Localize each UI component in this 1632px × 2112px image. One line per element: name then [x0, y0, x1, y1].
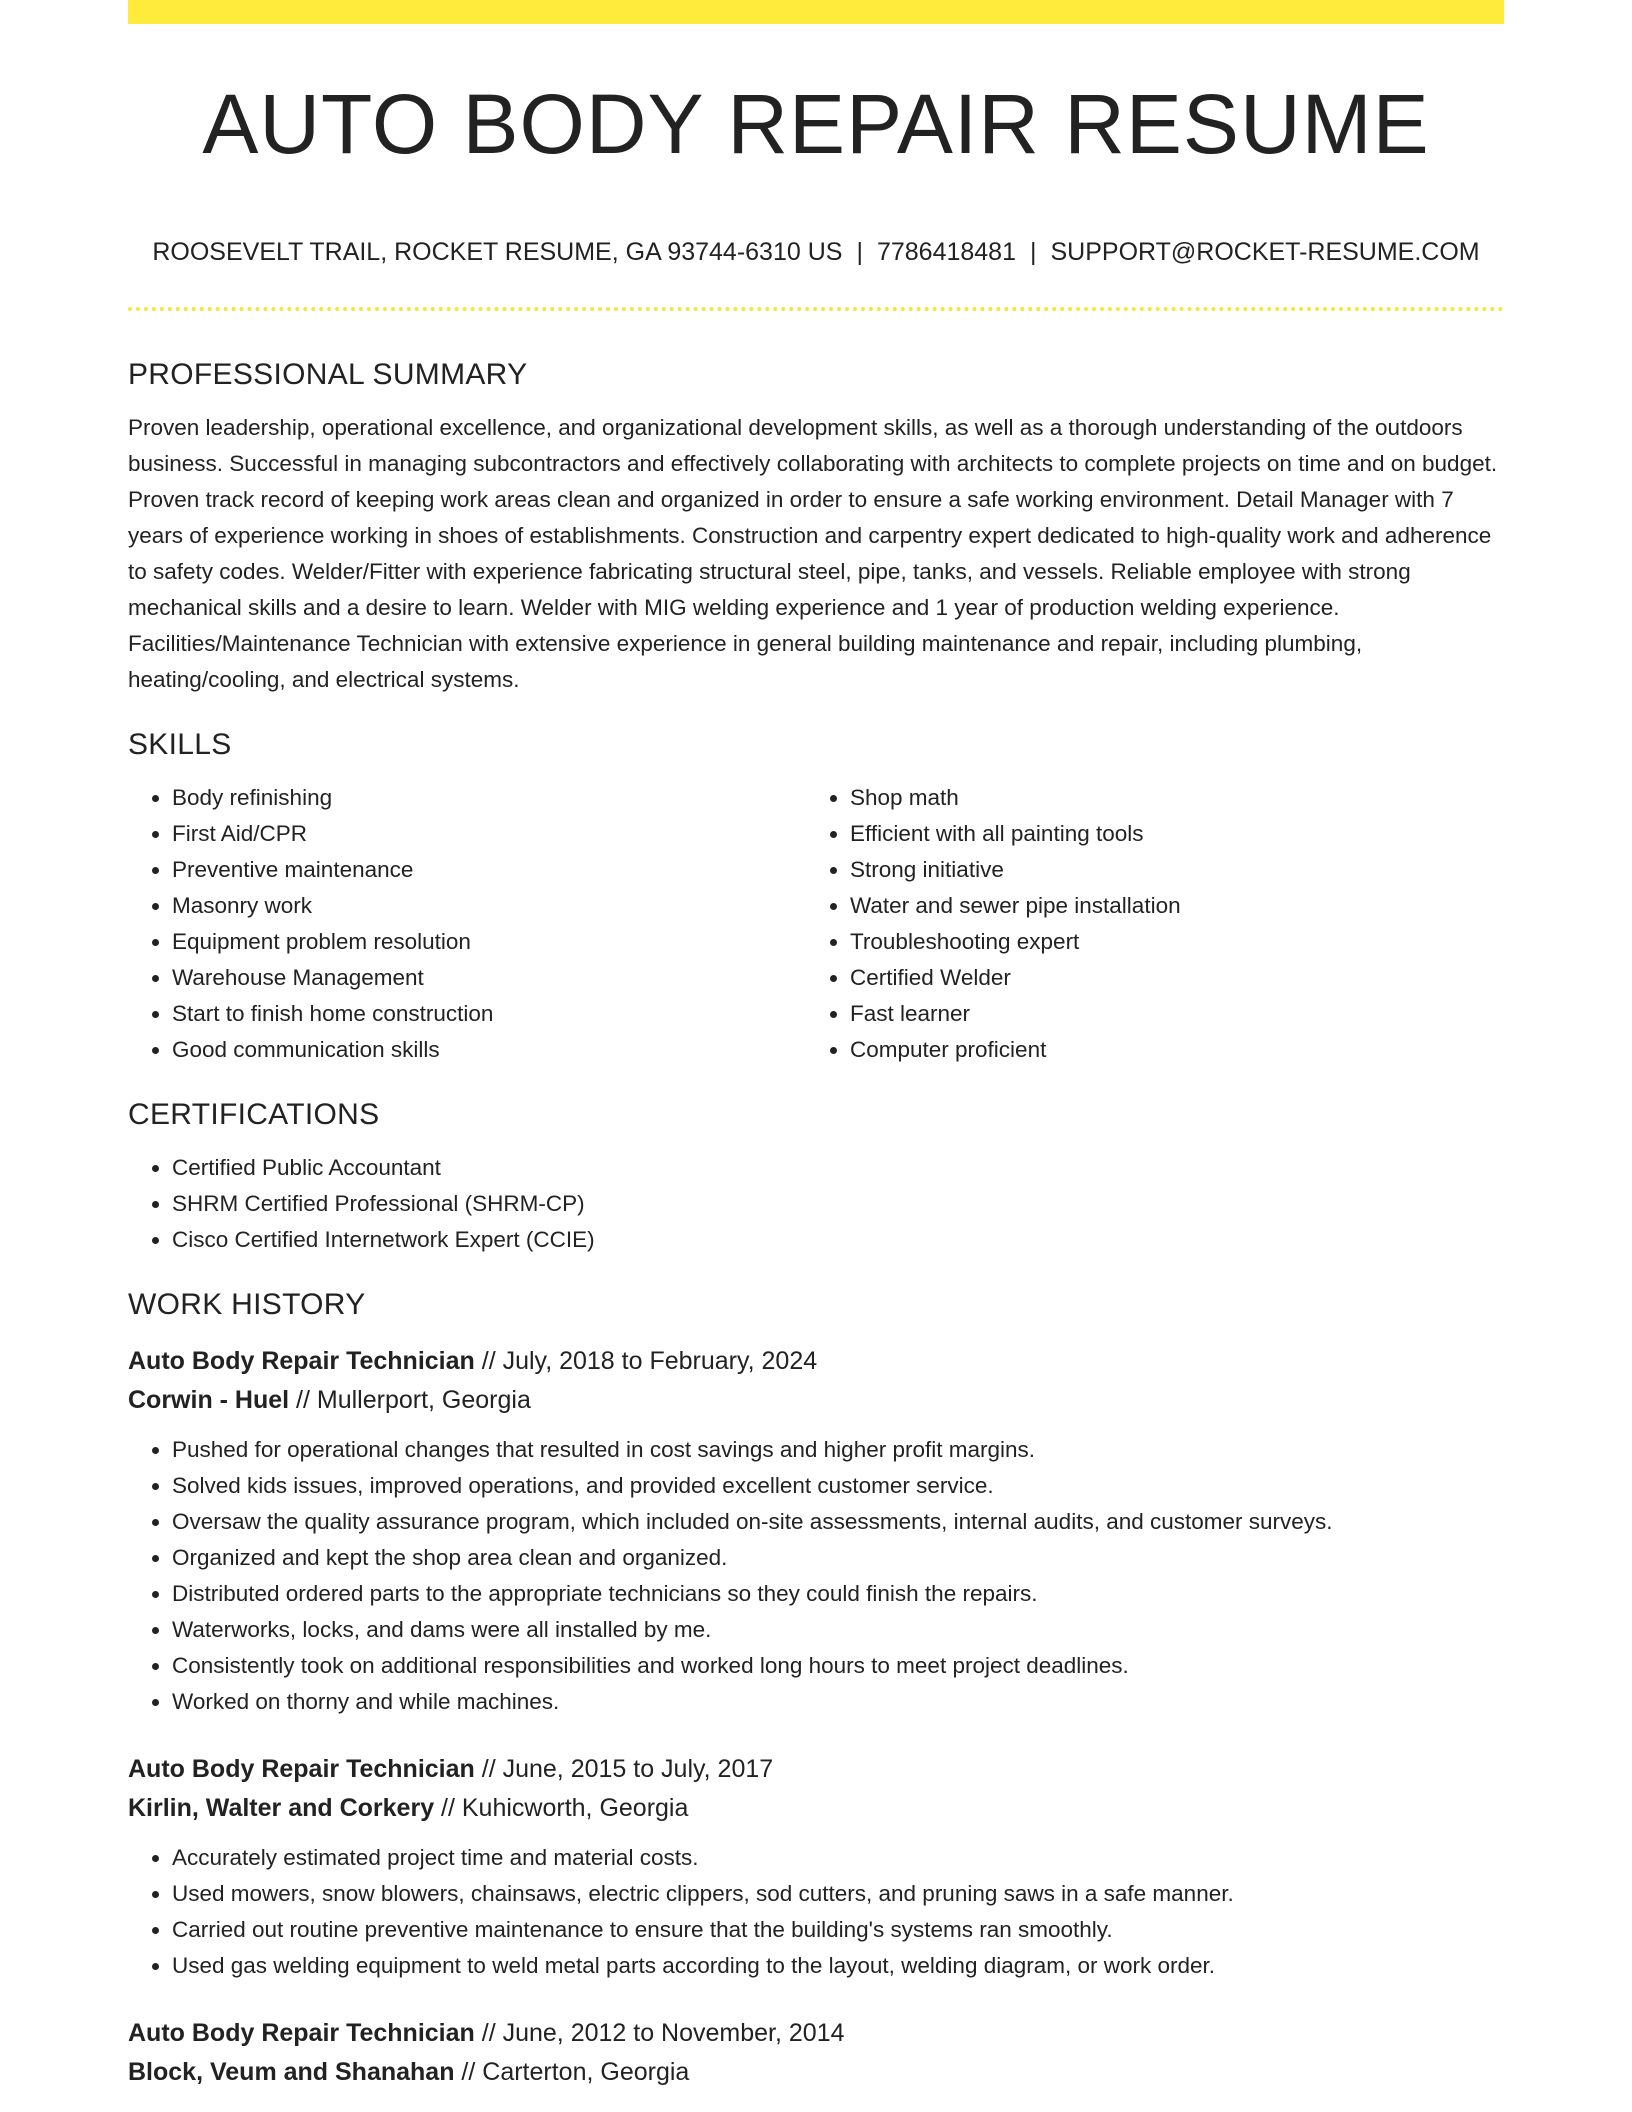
job-bullet: • Organized and kept the shop area clean and organized.: [172, 1540, 1504, 1576]
certifications-list: [128, 1150, 1504, 1258]
certification-item: • SHRM Certified Professional (SHRM-CP): [172, 1186, 1504, 1222]
summary-text: Proven leadership, operational excellence, and organizational development skills, as well as a thorough understanding of the outdoors business. Successful in managing subcontractors and effectively collaborating with architects to complete projects on time and on budget. Proven track record of keeping work areas clean and organized in order to ensure a safe working environment. Detail Manager with 7 years of experience working in shoes of establishments. Construction and carpentry expert dedicated to high-quality work and adherence to safety codes. Welder/Fitter with experience fabricating structural steel, pipe, tanks, and vessels. Reliable employee with strong mechanical skills and a desire to learn. Welder with MIG welding experience and 1 year of production welding experience. Facilities/Maintenance Technician with extensive experience in general building maintenance and repair, including plumbing, heating/cooling, and electrical systems.: [128, 415, 1498, 692]
job-bullet: • Waterworks, locks, and dams were all installed by me.: [172, 1612, 1504, 1648]
summary-section: [128, 354, 1504, 698]
skill-item: • Shop math: [850, 780, 1484, 816]
skills-section: [128, 724, 1504, 1068]
skills-grid: [128, 766, 1504, 1068]
job-bullet: • Carried out routine preventive maintenance to ensure that the building's systems ran smoothly.: [172, 1912, 1504, 1948]
section-heading: SKILLS: [128, 728, 232, 761]
skill-item: • Strong initiative: [850, 852, 1484, 888]
job-bullet: • Accurately estimated project time and material costs.: [172, 1840, 1504, 1876]
job-location: // Mullerport, Georgia: [289, 1386, 531, 1414]
job-location: // Carterton, Georgia: [454, 2058, 690, 2086]
skill-item: • Good communication skills: [172, 1032, 806, 1068]
skill-item: • Start to finish home construction: [172, 996, 806, 1032]
divider: [128, 307, 1504, 311]
job-title: Auto Body Repair Technician: [128, 2019, 475, 2047]
job-bullet: • Oversaw the quality assurance program, which included on-site assessments, internal audits, and customer surveys.: [172, 1504, 1504, 1540]
job-dates: // June, 2012 to November, 2014: [474, 2019, 845, 2047]
job-bullet: • Pushed for operational changes that resulted in cost savings and higher profit margins.: [172, 1432, 1504, 1468]
job-company: Kirlin, Walter and Corkery: [128, 1794, 435, 1822]
job-bullet: • Worked on thorny and while machines.: [172, 1684, 1504, 1720]
resume-content: [128, 354, 1504, 2092]
skill-item: • Preventive maintenance: [172, 852, 806, 888]
contact-address: ROOSEVELT TRAIL, ROCKET RESUME, GA 93744-6310 US: [152, 238, 843, 266]
contact-separator: |: [856, 238, 863, 266]
certifications-section: [128, 1094, 1504, 1258]
job-entry: [128, 1750, 1504, 1984]
contact-separator: |: [1030, 238, 1037, 266]
job-company-line: [128, 1789, 1504, 1828]
job-title: Auto Body Repair Technician: [128, 1755, 475, 1783]
certification-item: • Certified Public Accountant: [172, 1150, 1504, 1186]
job-title: Auto Body Repair Technician: [128, 1347, 475, 1375]
job-bullets: [128, 1840, 1504, 1984]
job-bullet: • Consistently took on additional responsibilities and worked long hours to meet project deadlines.: [172, 1648, 1504, 1684]
skill-item: • Efficient with all painting tools: [850, 816, 1484, 852]
job-company: Corwin - Huel: [128, 1386, 290, 1414]
job-entry: [128, 1342, 1504, 1720]
section-heading: CERTIFICATIONS: [128, 1098, 380, 1131]
skill-item: • Troubleshooting expert: [850, 924, 1484, 960]
resume-title: AUTO BODY REPAIR RESUME: [202, 77, 1430, 171]
work-history-section: [128, 1284, 1504, 2092]
skills-list-right: [806, 780, 1484, 1068]
job-location: // Kuhicworth, Georgia: [434, 1794, 689, 1822]
job-entry: [128, 2014, 1504, 2092]
job-company: Block, Veum and Shanahan: [128, 2058, 455, 2086]
skill-item: • Masonry work: [172, 888, 806, 924]
job-dates: // July, 2018 to February, 2024: [474, 1347, 818, 1375]
job-company-line: [128, 1381, 1504, 1420]
skill-item: • Body refinishing: [172, 780, 806, 816]
accent-bar: [128, 0, 1504, 24]
job-bullet: • Solved kids issues, improved operations, and provided excellent customer service.: [172, 1468, 1504, 1504]
job-dates: // June, 2015 to July, 2017: [474, 1755, 774, 1783]
contact-email[interactable]: SUPPORT@ROCKET-RESUME.COM: [1050, 238, 1480, 266]
contact-line: [128, 238, 1504, 267]
section-heading: WORK HISTORY: [128, 1288, 366, 1321]
job-title-line: [128, 1750, 1504, 1789]
certification-item: • Cisco Certified Internetwork Expert (CCIE): [172, 1222, 1504, 1258]
section-heading: PROFESSIONAL SUMMARY: [128, 358, 528, 391]
job-title-line: [128, 1342, 1504, 1381]
job-bullets: [128, 1432, 1504, 1720]
skill-item: • Warehouse Management: [172, 960, 806, 996]
contact-phone[interactable]: 7786418481: [876, 238, 1016, 266]
skill-item: • Fast learner: [850, 996, 1484, 1032]
resume-page: [128, 0, 1504, 2112]
skills-list-left: [128, 780, 806, 1068]
job-bullet: • Used gas welding equipment to weld metal parts according to the layout, welding diagram, or work order.: [172, 1948, 1504, 1984]
skill-item: • Computer proficient: [850, 1032, 1484, 1068]
skill-item: • Equipment problem resolution: [172, 924, 806, 960]
skill-item: • Certified Welder: [850, 960, 1484, 996]
job-company-line: [128, 2053, 1504, 2092]
skill-item: • First Aid/CPR: [172, 816, 806, 852]
job-bullet: • Distributed ordered parts to the appropriate technicians so they could finish the repairs.: [172, 1576, 1504, 1612]
job-title-line: [128, 2014, 1504, 2053]
job-bullet: • Used mowers, snow blowers, chainsaws, electric clippers, sod cutters, and pruning saws in a safe manner.: [172, 1876, 1504, 1912]
skill-item: • Water and sewer pipe installation: [850, 888, 1484, 924]
